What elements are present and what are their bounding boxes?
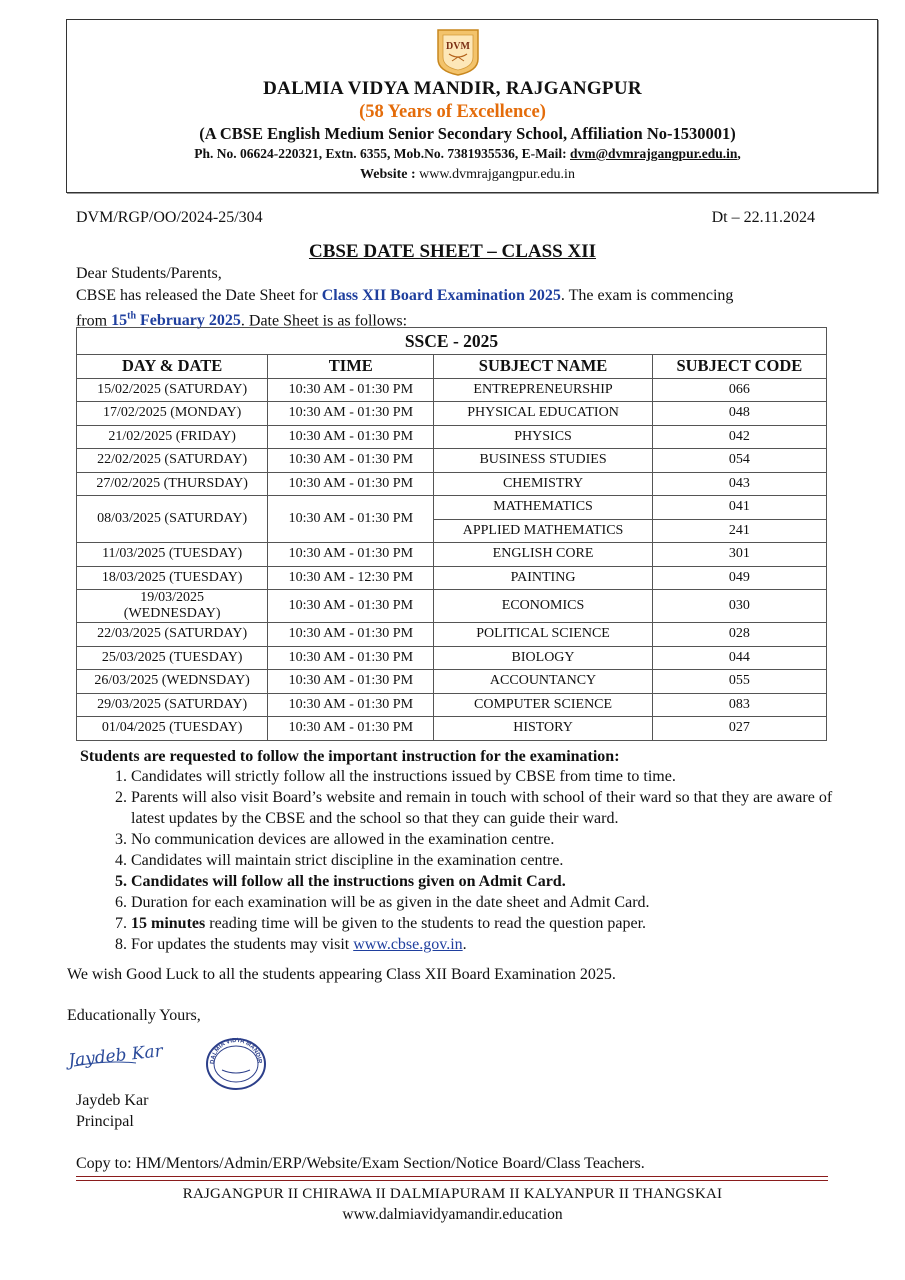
instruction-text: For updates the students may visit [131,936,354,953]
footer-divider [76,1176,828,1177]
phone-text: Ph. No. 06624-220321, Extn. 6355, Mob.No. 7381935536, E-Mail: [194,146,570,161]
subject-code: 048 [652,402,826,426]
logo-text: DVM [446,41,470,52]
intro-text: from [76,312,112,330]
phone-suffix: , [737,146,741,161]
subject-name: ACCOUNTANCY [434,670,652,694]
exam-date-line-1: 19/03/2025 [140,590,205,605]
school-affiliation: (A CBSE English Medium Senior Secondary School, Affiliation No-1530001) [199,124,736,143]
exam-date: 01/04/2025 (TUESDAY) [77,717,268,741]
school-logo [435,27,481,77]
exam-time: 10:30 AM - 01:30 PM [268,496,434,543]
instruction-text: Candidates will maintain strict discipline in the examination centre. [131,852,564,869]
instruction-item [131,892,851,913]
subject-code: 030 [652,590,826,623]
table-caption: SSCE - 2025 [77,328,827,355]
table-row [77,425,827,449]
footer-website[interactable]: www.dalmiavidyamandir.education [342,1206,563,1223]
subject-name: ENGLISH CORE [434,543,652,567]
table-row [77,646,827,670]
table-row [77,543,827,567]
subject-name: PHYSICAL EDUCATION [434,402,652,426]
good-luck-message: We wish Good Luck to all the students appearing Class XII Board Examination 2025. [67,966,616,983]
instruction-text: No communication devices are allowed in the examination centre. [131,831,555,848]
table-row [77,472,827,496]
exam-time: 10:30 AM - 01:30 PM [268,449,434,473]
exam-time: 10:30 AM - 01:30 PM [268,543,434,567]
subject-code: 041 [652,496,826,520]
exam-date: 15/02/2025 (SATURDAY) [77,378,268,402]
instruction-text: Parents will also visit Board’s website and remain in touch with school of their ward so that they are aware of latest updates by the CBSE and the school so that they can guide their ward. [131,789,833,827]
valediction: Educationally Yours, [67,1007,201,1024]
instructions-list [104,766,851,955]
stamp-text: DALMIA VIDYA MANDIR [209,1037,263,1065]
intro-text: CBSE has released the Date Sheet for [76,287,322,304]
intro-text: . The exam is commencing [560,287,734,304]
header-subject-code: SUBJECT CODE [652,355,826,379]
exam-time: 10:30 AM - 01:30 PM [268,402,434,426]
footer-divider [76,1180,828,1181]
subject-name: PHYSICS [434,425,652,449]
exam-date: 25/03/2025 (TUESDAY) [77,646,268,670]
exam-time: 10:30 AM - 01:30 PM [268,378,434,402]
greeting: Dear Students/Parents, [76,265,222,282]
table-row [77,693,827,717]
exam-time: 10:30 AM - 01:30 PM [268,425,434,449]
exam-date: 11/03/2025 (TUESDAY) [77,543,268,567]
subject-code: 054 [652,449,826,473]
instruction-text: Candidates will strictly follow all the instructions issued by CBSE from time to time. [131,768,676,785]
subject-name: BUSINESS STUDIES [434,449,652,473]
exam-time: 10:30 AM - 01:30 PM [268,670,434,694]
document-date: Dt – 22.11.2024 [711,209,815,226]
instruction-text: Candidates will follow all the instructions given on Admit Card. [131,873,566,890]
exam-date: 22/03/2025 (SATURDAY) [77,623,268,647]
exam-date: 29/03/2025 (SATURDAY) [77,693,268,717]
header-time: TIME [268,355,434,379]
instruction-item [131,871,851,892]
school-tagline: (58 Years of Excellence) [359,102,546,122]
subject-name: HISTORY [434,717,652,741]
subject-name: MATHEMATICS [434,496,652,520]
subject-name: APPLIED MATHEMATICS [434,519,652,543]
table-row [77,717,827,741]
exam-name: Class XII Board Examination 2025 [321,287,561,304]
table-row [77,590,827,623]
instruction-item [131,913,851,934]
exam-time: 10:30 AM - 01:30 PM [268,646,434,670]
subject-code: 044 [652,646,826,670]
subject-name: POLITICAL SCIENCE [434,623,652,647]
exam-time: 10:30 AM - 01:30 PM [268,717,434,741]
instruction-text: reading time will be given to the students to read the question paper. [205,915,647,932]
subject-code: 042 [652,425,826,449]
subject-code: 043 [652,472,826,496]
intro-text: . Date Sheet is as follows: [240,312,408,330]
exam-date [77,590,268,623]
subject-name: COMPUTER SCIENCE [434,693,652,717]
school-stamp [204,1036,268,1092]
instruction-emphasis: 15 minutes [131,915,206,932]
exam-date: 21/02/2025 (FRIDAY) [77,425,268,449]
subject-code: 083 [652,693,826,717]
exam-time: 10:30 AM - 01:30 PM [268,623,434,647]
table-row [77,623,827,647]
instruction-item [131,934,851,955]
campus-list: RAJGANGPUR II CHIRAWA II DALMIAPURAM II KALYANPUR II THANGSKAI [182,1186,723,1202]
subject-code: 055 [652,670,826,694]
exam-date: 22/02/2025 (SATURDAY) [77,449,268,473]
start-month: February 2025 [136,312,241,330]
website-line [0,167,905,183]
subject-name: CHEMISTRY [434,472,652,496]
table-row [77,378,827,402]
exam-date-line-2: (WEDNESDAY) [123,606,221,621]
start-day-suffix: th [127,311,137,322]
subject-name: PAINTING [434,566,652,590]
svg-text:DALMIA VIDYA MANDIR [210,1038,262,1065]
instruction-text: Duration for each examination will be as given in the date sheet and Admit Card. [131,894,650,911]
exam-date: 08/03/2025 (SATURDAY) [77,496,268,543]
instruction-item [131,850,851,871]
signature-text: Jaydeb Kar [67,1041,164,1072]
exam-time: 10:30 AM - 01:30 PM [268,693,434,717]
instructions-heading: Students are requested to follow the important instruction for the examination: [80,748,620,765]
intro-line-1 [76,285,733,306]
instruction-item [131,829,851,850]
exam-time: 10:30 AM - 01:30 PM [268,590,434,623]
table-row [77,566,827,590]
exam-date: 17/02/2025 (MONDAY) [77,402,268,426]
exam-time: 10:30 AM - 12:30 PM [268,566,434,590]
instruction-text: . [462,936,467,953]
subject-code: 301 [652,543,826,567]
principal-name: Jaydeb Kar [76,1092,149,1109]
exam-date: 27/02/2025 (THURSDAY) [77,472,268,496]
reference-number: DVM/RGP/OO/2024-25/304 [76,209,263,226]
instruction-item [131,787,851,829]
school-name: DALMIA VIDYA MANDIR, RAJGANGPUR [263,78,642,99]
date-sheet-table [76,327,827,741]
website-url[interactable]: www.dvmrajgangpur.edu.in [419,167,575,182]
table-row [77,496,827,520]
table-row [77,670,827,694]
email-link[interactable]: dvm@dvmrajgangpur.edu.in [570,146,738,161]
principal-title: Principal [76,1113,134,1130]
website-label: Website : [360,167,416,182]
header-day-date: DAY & DATE [77,355,268,379]
table-row [77,449,827,473]
document-title: CBSE DATE SHEET – CLASS XII [308,241,597,262]
header-subject-name: SUBJECT NAME [434,355,652,379]
start-day: 15 [111,312,128,330]
subject-name: ECONOMICS [434,590,652,623]
subject-code: 241 [652,519,826,543]
subject-code: 028 [652,623,826,647]
instruction-item [131,766,851,787]
subject-code: 027 [652,717,826,741]
subject-code: 066 [652,378,826,402]
subject-name: ENTREPRENEURSHIP [434,378,652,402]
cbse-website-link[interactable]: www.cbse.gov.in [353,936,463,953]
subject-name: BIOLOGY [434,646,652,670]
exam-time: 10:30 AM - 01:30 PM [268,472,434,496]
subject-code: 049 [652,566,826,590]
copy-to-line: Copy to: HM/Mentors/Admin/ERP/Website/Exam Section/Notice Board/Class Teachers. [76,1155,645,1172]
principal-signature [66,1030,196,1072]
exam-date: 26/03/2025 (WEDNSDAY) [77,670,268,694]
table-row [77,402,827,426]
contact-line [0,146,905,162]
exam-date: 18/03/2025 (TUESDAY) [77,566,268,590]
